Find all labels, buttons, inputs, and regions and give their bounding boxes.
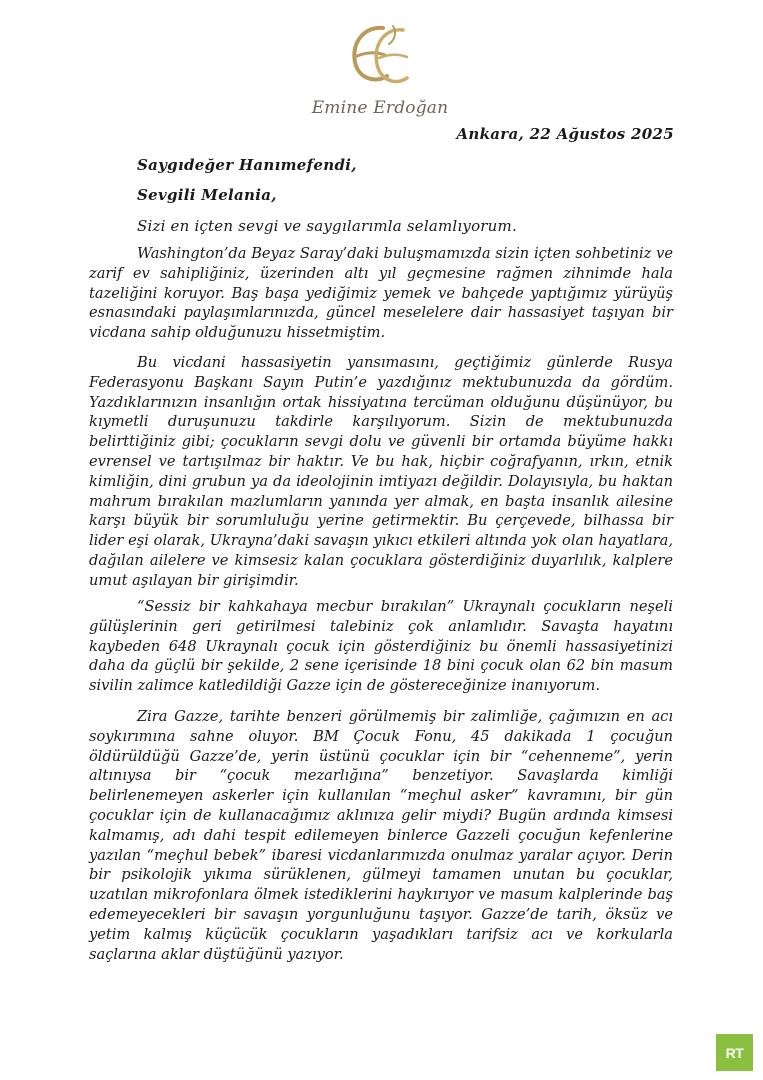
paragraph-2: Bu vicdani hassasiyetin yansımasını, geçtiğimiz günlerde Rusya Federasyonu Başkanı Sayın Putin’e yazdığınız mektubunuzda da gördüm. Yazdıklarınızın insanlığın ortak hissiyatına tercüman olduğunu düşünüyor, bu kıymetli duruşunuzu takdirle karşılıyorum. Sizin de mektubunuzda belirttiğiniz gibi; çocukların sevgi dolu ve güvenli bir ortamda büyüme hakkı evrensel ve tartışılmaz bir haktır. Ve bu hak, hiçbir coğrafyanın, ırkın, etnik kimliğin, dini grubun ya da ideolojinin imtiyazı değildir. Dolayısıyla, bu haktan mahrum bırakılan mazlumların yanında yer almak, en başta insanlık ailesine karşı büyük bir sorumluluğu yerine getirmektir. Bu çerçevede, bilhassa bir lider eşi olarak, Ukrayna’daki savaşın yıkıcı etkileri altında yok olan hayatlara, dağılan ailelere ve kimsesiz kalan çocuklara gösterdiğiniz duyarlılık, kalplere umut aşılayan bir girişimdir. (89, 354, 673, 589)
paragraph-1: Washington’da Beyaz Saray’daki buluşmamızda sizin içten sohbetiniz ve zarif ev sahipliğiniz, üzerinden altı yıl geçmesine rağmen zihnimde hala tazeliğini koruyor. Baş başa yediğimiz yemek ve bahçede yaptığımız yürüyüş esnasındaki paylaşımlarınızda, güncel meselelere dair hassasiyet taşıyan bir vicdana sahip olduğunuzu hissetmiştim. (89, 245, 673, 342)
rt-watermark-logo: RT (716, 1034, 753, 1071)
salutation-personal: Sevgili Melania, (137, 186, 277, 204)
letterhead-logo (300, 22, 460, 118)
letterhead-name: Emine Erdoğan (311, 98, 449, 118)
paragraph-4: Zira Gazze, tarihte benzeri görülmemiş bir zalimliğe, çağımızın en acı soykırımına sahne oluyor. BM Çocuk Fonu, 45 dakikada 1 çocuğun öldürüldüğü Gazze’de, yerin üstünü çocuklar için bir “cehenneme”, yerin altınıysa bir “çocuk mezarlığına” benzetiyor. Savaşlarda kimliği belirlenemeyen askerler için kullanılan “meçhul asker” kavramını, bir gün çocuklar için de kullanacağımız aklınıza gelir miydi? Bugün ardında kimsesi kalmamış, adı dahi tespit edilemeyen binlerce Gazzeli çocuğun kefenlerine yazılan “meçhul bebek” ibaresi vicdanlarımızda onulmaz yaralar açıyor. Derin bir psikolojik yıkıma sürüklenen, gülmeyi tamamen unutan bu çocuklar, uzatılan mikrofonlara ölmek istediklerini haykırıyor ve masum kalplerinde baş edemeyecekleri bir savaşın yorgunluğunu taşıyor. Gazze’de tarih, öksüz ve yetim kalmış küçücük çocukların yaşadıkları tarifsiz acı ve korkularla saçlarına aklar düştüğünü yazıyor. (89, 708, 673, 963)
date-line: Ankara, 22 Ağustos 2025 (456, 125, 674, 143)
paragraph-3: “Sessiz bir kahkahaya mecbur bırakılan” Ukraynalı çocukların neşeli gülüşlerinin geri getirilmesi talebiniz çok anlamlıdır. Savaşta hayatını kaybeden 648 Ukraynalı çocuk için gösterdiğiniz bu önemli hassasiyetinizi daha da güçlü bir şekilde, 2 sene içerisinde 18 bini çocuk olan 62 bin masum sivilin zalimce katledildiği Gazze için de göstereceğinize inanıyorum. (89, 598, 673, 695)
greeting-line: Sizi en içten sevgi ve saygılarımla selamlıyorum. (137, 217, 517, 235)
monogram-icon (345, 22, 415, 94)
salutation-formal: Saygıdeğer Hanımefendi, (137, 156, 357, 174)
